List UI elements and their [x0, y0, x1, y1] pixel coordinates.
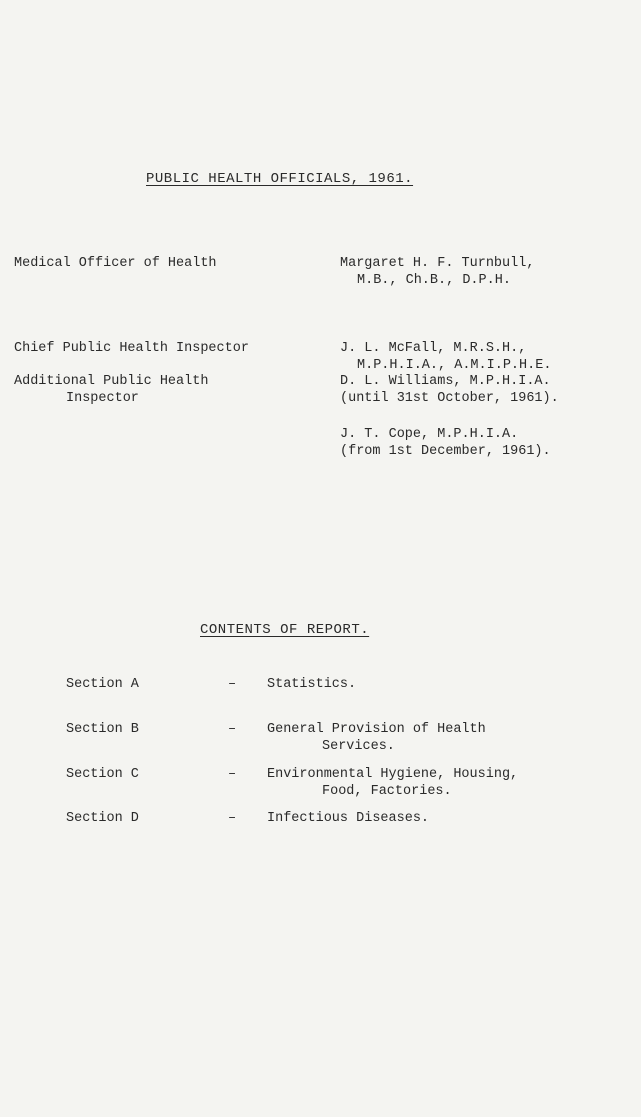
- official-name-chief-inspector: J. L. McFall, M.R.S.H.,: [340, 341, 527, 356]
- official-role-additional-inspector-cont: Inspector: [66, 391, 139, 406]
- official-name-additional-inspector-1: D. L. Williams, M.P.H.I.A.: [340, 374, 551, 389]
- section-c-dash: –: [228, 767, 237, 782]
- section-a-label: Section A: [66, 677, 139, 692]
- section-d-label: Section D: [66, 811, 139, 826]
- official-name-medical: Margaret H. F. Turnbull,: [340, 256, 535, 271]
- official-name-additional-inspector-2: J. T. Cope, M.P.H.I.A.: [340, 427, 519, 442]
- section-b-description-cont: Services.: [322, 739, 395, 754]
- section-d-description: Infectious Diseases.: [267, 811, 430, 826]
- section-b-description: General Provision of Health: [267, 722, 486, 737]
- section-b-dash: –: [228, 722, 237, 737]
- section-c-description-cont: Food, Factories.: [322, 784, 452, 799]
- page-title: PUBLIC HEALTH OFFICIALS, 1961.: [146, 171, 414, 187]
- section-a-dash: –: [228, 677, 237, 692]
- official-qualifications-medical: M.B., Ch.B., D.P.H.: [357, 273, 511, 288]
- section-b-label: Section B: [66, 722, 139, 737]
- contents-title: CONTENTS OF REPORT.: [200, 622, 370, 638]
- official-role-chief-inspector: Chief Public Health Inspector: [14, 341, 249, 356]
- official-qualifications-chief-inspector: M.P.H.I.A., A.M.I.P.H.E.: [357, 358, 552, 373]
- official-tenure-additional-inspector-2: (from 1st December, 1961).: [340, 444, 551, 459]
- official-role-additional-inspector: Additional Public Health: [14, 374, 209, 389]
- section-a-description: Statistics.: [267, 677, 357, 692]
- section-c-label: Section C: [66, 767, 139, 782]
- official-role-medical: Medical Officer of Health: [14, 256, 217, 271]
- section-d-dash: –: [228, 811, 237, 826]
- official-tenure-additional-inspector-1: (until 31st October, 1961).: [340, 391, 559, 406]
- section-c-description: Environmental Hygiene, Housing,: [267, 767, 519, 782]
